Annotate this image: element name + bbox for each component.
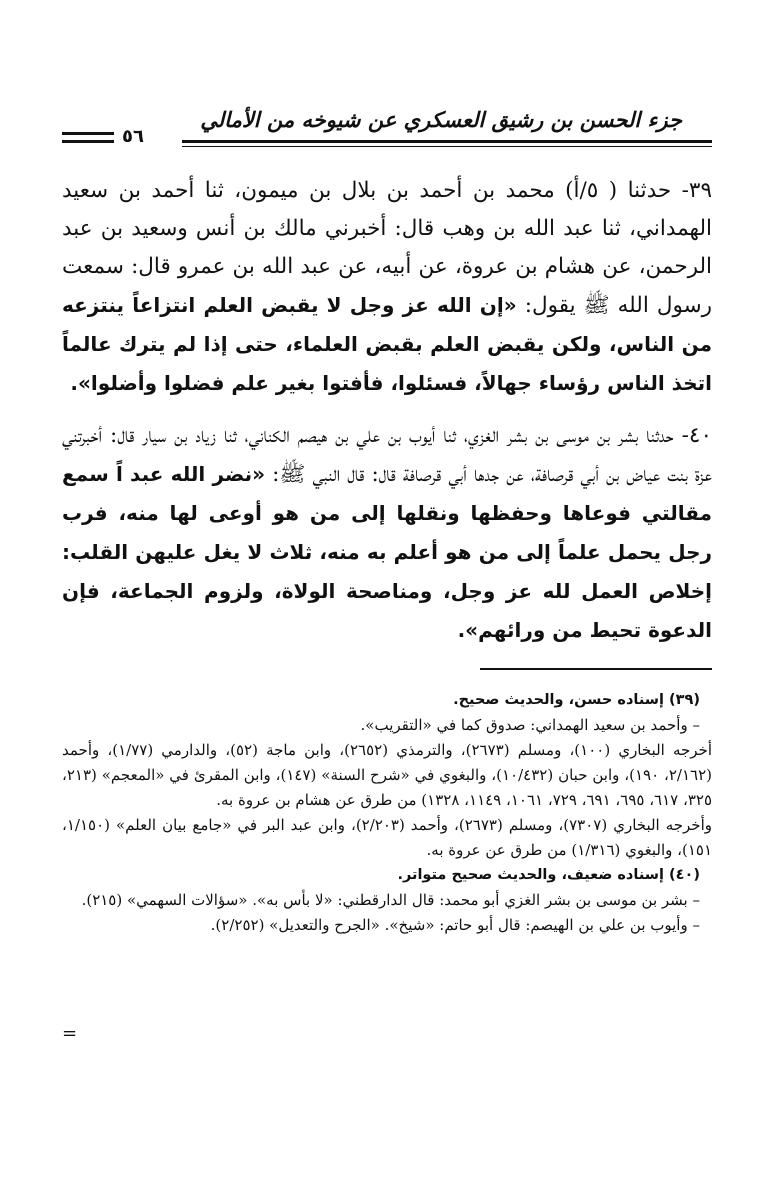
footnote-line: أخرجه البخاري (١٠٠)، ومسلم (٢٦٧٣)، والترمذي (٢٦٥٢)، وابن ماجة (٥٢)، والدارمي (١/٧٧)، وأحمد (٢/١٦٢، ١٩٠)، وابن حبان (١٠/٤٣٢)، والبغوي في «شرح السنة» (١٤٧)، وابن المقرئ في «المعجم» (٢١٣، ٣٢٥، ٦١٧، ٦٩٥، ٦٩١، ٧٢٩، ١٠٦١، ١١٤٩، ١٣٢٨) من طرق عن هشام بن عروة به. (62, 741, 712, 809)
page-number-rule (62, 132, 114, 135)
page-header (62, 108, 712, 156)
page-number-rule (62, 140, 114, 143)
running-title: جزء الحسن بن رشيق العسكري عن شيوخه من الأمالي (200, 108, 682, 132)
header-rule (182, 140, 712, 143)
footnote-line: – وأيوب بن علي بن الهيصم: قال أبو حاتم: «شيخ». «الجرح والتعديل» (٢/٢٥٢). (210, 916, 700, 934)
footnote-heading: (٤٠) إسناده ضعيف، والحديث صحيح متواتر. (397, 867, 700, 883)
footnote-line: – وأحمد بن سعيد الهمداني: صدوق كما في «التقريب». (360, 716, 700, 734)
footnote-line: – بشر بن موسى بن بشر الغزي أبو محمد: قال الدارقطني: «لا بأس به». «سؤالات السهمي» (٢١٥). (81, 891, 700, 909)
main-text (62, 172, 712, 650)
hadith-matn: «نضر الله عبد اً سمع مقالتي فوعاها وحفظها ونقلها إلى من هو أوعى لها منه، فرب رجل يحمل علماً إلى من هو أعلم به منه، ثلاث لا يغل عليهن القلب: إخلاص العمل لله عز وجل، ومناصحة الولاة، ولزوم الجماعة، فإن الدعوة تحيط من ورائهم». (62, 462, 712, 642)
book-page (62, 108, 712, 938)
hadith-isnad: ٤٠- حدثنا بشر بن موسى بن بشر الغزي، ثنا أيوب بن علي بن هيصم الكناني، ثنا زياد بن سيار قال: أخبرتني عزة بنت عياض بن أبي قرصافة، عن جدها أبي قرصافة قال: قال النبي ﷺ: (62, 423, 713, 487)
hadith-isnad: ٣٩- حدثنا ( ٥/أ) محمد بن أحمد بن بلال بن ميمون، ثنا أحمد بن سعيد الهمداني، ثنا عبد الله بن وهب قال: أخبرني مالك بن أنس وسعيد بن عبد الرحمن، عن هشام بن عروة، عن أبيه، عن عبد الله بن عمرو قال: سمعت رسول الله ﷺ يقول: (62, 178, 713, 318)
header-rule-thin (182, 146, 712, 147)
footnote-separator (480, 668, 712, 670)
footnote-line: وأخرجه البخاري (٧٣٠٧)، ومسلم (٢٦٧٣)، وأحمد (٢/٢٠٣)، وابن عبد البر في «جامع بيان العلم» (١/١٥٠، ١٥١)، والبغوي (١/٣١٦) من طرق عن عروة به. (62, 816, 712, 859)
footnote-continuation-mark: = (62, 1023, 78, 1044)
footnote-heading: (٣٩) إسناده حسن، والحديث صحيح. (453, 692, 700, 708)
hadith-matn: «إن الله عز وجل لا يقبض العلم انتزاعاً ينتزعه من الناس، ولكن يقبض العلم بقبض العلماء، حتى إذا لم يترك عالماً اتخذ الناس رؤساء جهالاً، فسئلوا، فأفتوا بغير علم فضلوا وأضلوا». (62, 293, 712, 395)
hadith-39 (62, 172, 712, 403)
page-number: ٥٦ (122, 126, 144, 147)
footnotes (62, 688, 712, 938)
hadith-40 (62, 417, 712, 650)
